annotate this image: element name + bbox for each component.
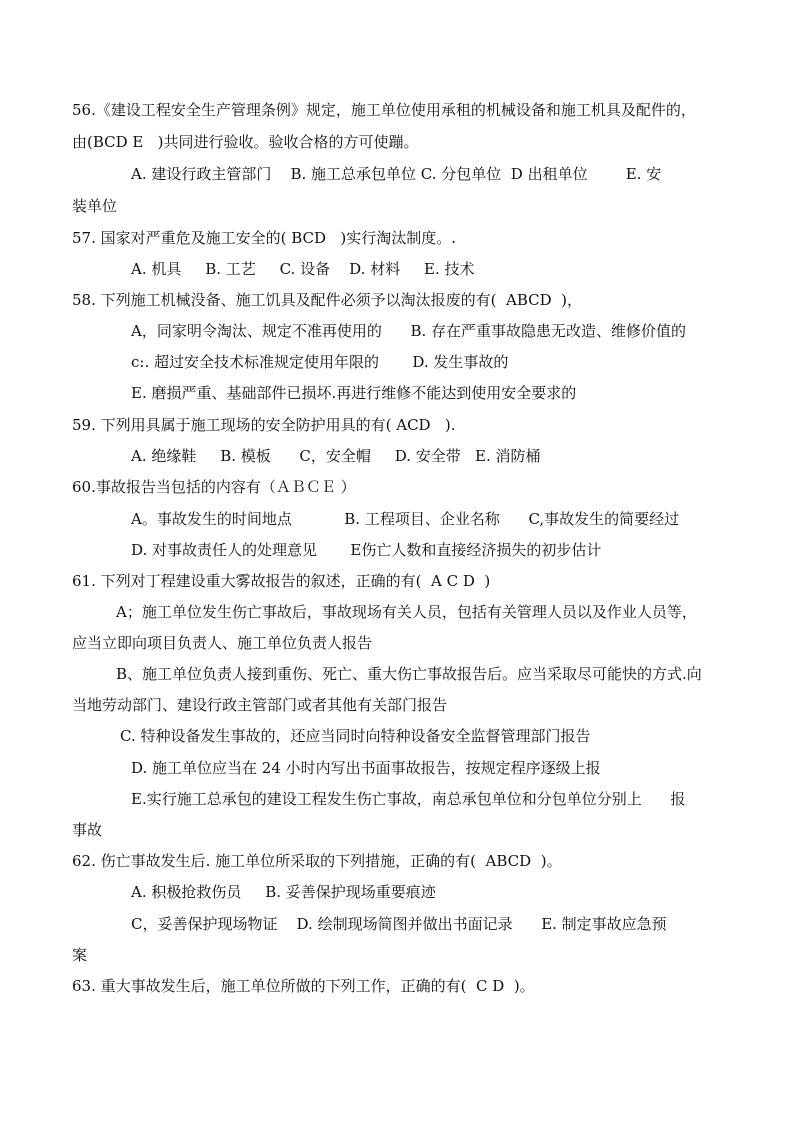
- text-line: A。事故发生的时间地点 B. 工程项目、企业名称 C,事故发生的简要经过: [131, 510, 680, 528]
- text-line: 61. 下列对丁程建设重大雾故报告的叙述，正确的有( A C D ): [72, 572, 491, 590]
- text-line: 应当立即向项目负责人、施工单位负责人报告: [72, 634, 373, 652]
- text-line: A；施工单位发生伤亡事故后，事故现场有关人员，包括有关管理人员以及作业人员等，: [116, 603, 697, 621]
- text-line: B、施工单位负责人接到重伤、死亡、重大伤亡事故报告后。应当采取尽可能快的方式.向: [116, 665, 702, 683]
- text-line: 装单位: [72, 197, 118, 215]
- text-line: E. 磨损严重、基础部件已损坏.再进行维修不能达到使用安全要求的: [131, 384, 577, 402]
- text-line: A. 建设行政主管部门 B. 施工总承包单位 C. 分包单位 D 出租单位 E. 安: [131, 165, 662, 183]
- text-line: D. 对事故责任人的处理意见 E伤亡人数和直接经济损失的初步估计: [131, 541, 602, 559]
- text-line: 63. 重大事故发生后，施工单位所做的下列工作，正确的有( C D )。: [72, 977, 535, 995]
- text-line: 事故: [72, 821, 103, 839]
- text-line: D. 施工单位应当在 24 小时内写出书面事故报告，按规定程序逐级上报: [131, 759, 601, 777]
- text-line: 由(BCD E )共同进行验收。验收合格的方可使蹦。: [72, 133, 419, 151]
- text-line: 62. 伤亡事故发生后. 施工单位所采取的下列措施，正确的有( ABCD )。: [72, 852, 562, 870]
- text-line: 59. 下列用具属于施工现场的安全防护用具的有( ACD ).: [72, 416, 456, 434]
- text-line: C，妥善保护现场物证 D. 绘制现场简图并做出书面记录 E. 制定事故应急预: [131, 915, 667, 933]
- text-line: A. 机具 B. 工艺 C. 设备 D. 材料 E. 技术: [131, 260, 475, 278]
- text-line: c:. 超过安全技术标准规定使用年限的 D. 发生事故的: [131, 353, 509, 371]
- text-line: 当地劳动部门、建设行政主管部门或者其他有关部门报告: [72, 696, 448, 714]
- text-line: 56.《建设工程安全生产管理条例》规定，施工单位使用承租的机械设备和施工机具及配件的，: [72, 101, 696, 119]
- text-line: E.实行施工总承包的建设工程发生伤亡事故，南总承包单位和分包单位分别上 报: [131, 790, 686, 808]
- text-line: A，同家明令淘汰、规定不准再使用的 B. 存在严重事故隐患无改造、维修价值的: [131, 322, 687, 340]
- text-line: A. 积极抢救伤员 B. 妥善保护现场重要痕迹: [131, 883, 436, 901]
- text-line: C. 特种设备发生事故的，还应当同时向特种设备安全监督管理部门报告: [120, 727, 591, 745]
- text-line: A. 绝缘鞋 B. 模板 C，安全帽 D. 安全带 E. 消防桶: [131, 447, 541, 465]
- text-line: 60.事故报告当包括的内容有（ＡＢＣＥ ）: [72, 478, 356, 496]
- text-line: 57. 国家对严重危及施工安全的( BCD )实行淘汰制度。.: [72, 229, 456, 247]
- text-line: 案: [72, 946, 88, 964]
- text-line: 58. 下列施工机械没备、施工饥具及配件必须予以淘汰报废的有( ABCD )，: [72, 291, 583, 309]
